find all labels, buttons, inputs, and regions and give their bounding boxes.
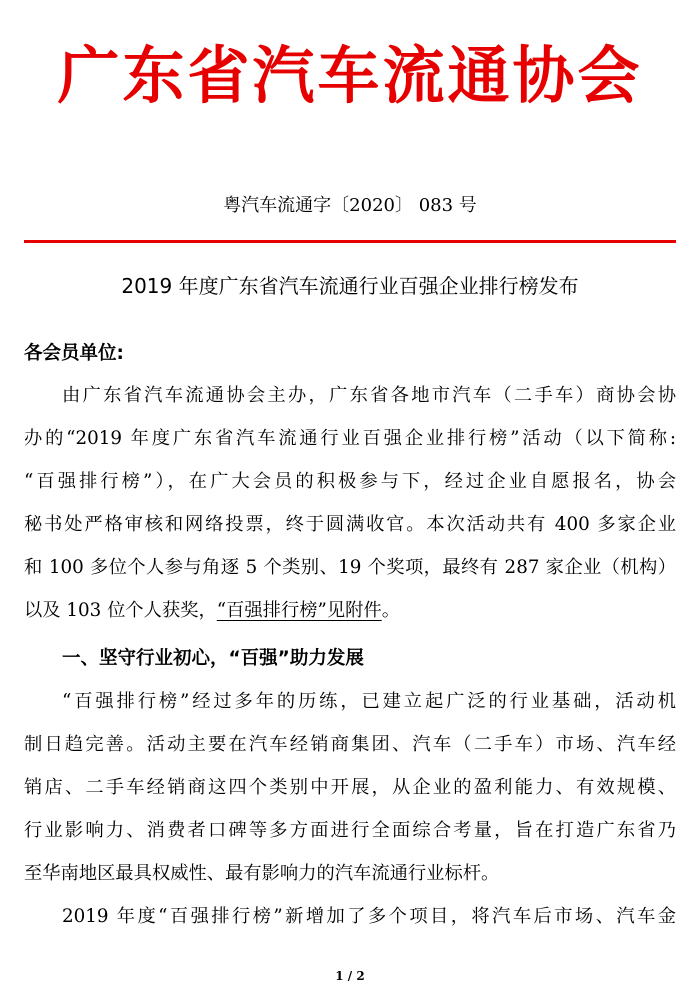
section-1-heading: 一、坚守行业初心，“百强”助力发展 xyxy=(62,648,364,669)
page-number: 1 / 2 xyxy=(335,969,365,983)
paragraph-1-line: 和 100 多位个人参与角逐 5 个类别、19 个奖项，最终有 287 家企业（机构） xyxy=(24,557,676,578)
paragraph-1-line: 由广东省汽车流通协会主办，广东省各地市汽车（二手车）商协会协 xyxy=(62,385,676,406)
paragraph-2-line: “百强排行榜”经过多年的历练，已建立起广泛的行业基础，活动机 xyxy=(62,691,676,712)
paragraph-1-line6-prefix: 以及 103 位个人获奖， xyxy=(24,600,217,621)
attachment-link[interactable]: “百强排行榜”见附件 xyxy=(216,600,382,621)
red-divider xyxy=(24,240,676,243)
document-title: 2019 年度广东省汽车流通行业百强企业排行榜发布 xyxy=(121,274,579,298)
paragraph-2-line: 至华南地区最具权威性、最有影响力的汽车流通行业标杆。 xyxy=(24,863,500,884)
paragraph-2-line: 制日趋完善。活动主要在汽车经销商集团、汽车（二手车）市场、汽车经 xyxy=(24,734,676,755)
paragraph-2-line: 行业影响力、消费者口碑等多方面进行全面综合考量，旨在打造广东省乃 xyxy=(24,820,676,841)
salutation: 各会员单位: xyxy=(24,343,124,364)
paragraph-3-line: 2019 年度“百强排行榜”新增加了多个项目，将汽车后市场、汽车金 xyxy=(62,906,676,927)
paragraph-1-line: “百强排行榜”），在广大会员的积极参与下，经过企业自愿报名，协会 xyxy=(24,471,676,492)
document-number: 粤汽车流通字〔2020〕 083 号 xyxy=(223,195,477,216)
paragraph-2-line: 销店、二手车经销商这四个类别中开展，从企业的盈利能力、有效规模、 xyxy=(24,777,676,798)
paragraph-1-line xyxy=(24,597,676,625)
organization-letterhead: 广东省汽车流通协会 xyxy=(57,39,643,112)
paragraph-1-line: 办的“2019 年度广东省汽车流通行业百强企业排行榜”活动（以下简称: xyxy=(24,428,676,449)
paragraph-1-line: 秘书处严格审核和网络投票，终于圆满收官。本次活动共有 400 多家企业 xyxy=(24,514,676,535)
paragraph-1-line6-suffix: 。 xyxy=(381,600,400,621)
